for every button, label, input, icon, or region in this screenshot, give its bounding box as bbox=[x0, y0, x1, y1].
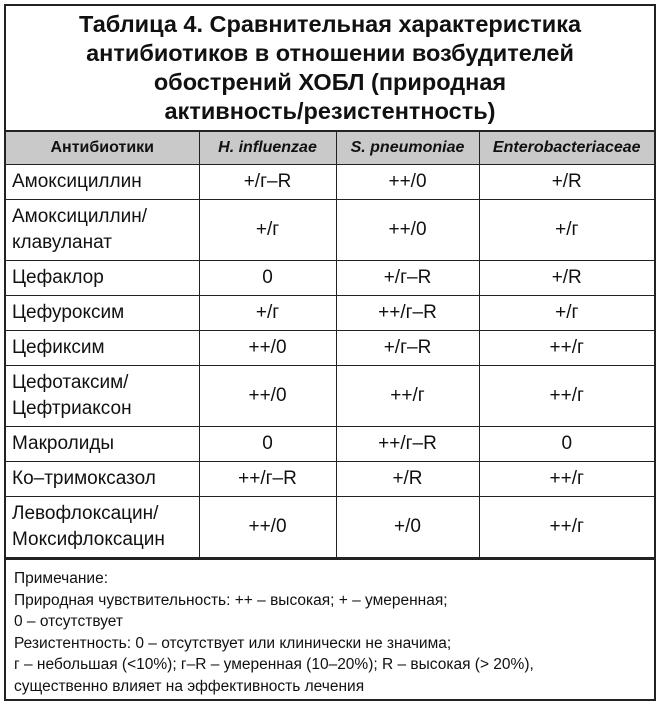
enterobacteriaceae-value: +/г bbox=[479, 200, 654, 261]
s-pneumoniae-value: +/г–R bbox=[336, 331, 479, 366]
s-pneumoniae-value: ++/0 bbox=[336, 165, 479, 200]
s-pneumoniae-value: ++/0 bbox=[336, 200, 479, 261]
enterobacteriaceae-value: ++/г bbox=[479, 366, 654, 427]
table-row bbox=[6, 296, 654, 331]
h-influenzae-value: 0 bbox=[199, 427, 336, 462]
enterobacteriaceae-value: ++/г bbox=[479, 331, 654, 366]
note-line: г – небольшая (<10%); г–R – умеренная (10–20%); R – высокая (> 20%), bbox=[14, 656, 534, 673]
h-influenzae-value: ++/0 bbox=[199, 331, 336, 366]
table-row bbox=[6, 427, 654, 462]
title-line: обострений ХОБЛ (природная bbox=[153, 69, 507, 95]
note-line: Резистентность: 0 – отсутствует или клинически не значима; bbox=[14, 634, 452, 652]
comparison-table bbox=[6, 132, 654, 558]
antibiotic-name: Амоксициллин bbox=[6, 165, 199, 200]
s-pneumoniae-value: +/г–R bbox=[336, 261, 479, 296]
antibiotic-name: Амоксициллин/ клавуланат bbox=[6, 200, 199, 261]
title-line: активность/резистентность) bbox=[164, 98, 496, 124]
title-line: антибиотиков в отношении возбудителей bbox=[86, 40, 574, 66]
h-influenzae-value: ++/0 bbox=[199, 366, 336, 427]
enterobacteriaceae-value: +/г bbox=[479, 296, 654, 331]
antibiotic-name: Ко–тримоксазол bbox=[6, 462, 199, 497]
s-pneumoniae-value: +/0 bbox=[336, 497, 479, 558]
table-footnote bbox=[6, 558, 654, 697]
table-row bbox=[6, 462, 654, 497]
note-line: Примечание: bbox=[14, 570, 109, 587]
h-influenzae-value: +/г–R bbox=[199, 165, 336, 200]
enterobacteriaceae-value: +/R bbox=[479, 261, 654, 296]
table-row bbox=[6, 497, 654, 558]
note-line: существенно влияет на эффективность лечения bbox=[14, 677, 365, 695]
h-influenzae-value: 0 bbox=[199, 261, 336, 296]
table-document bbox=[4, 4, 656, 701]
header-s-pneumoniae: S. pneumoniae bbox=[336, 132, 479, 165]
enterobacteriaceae-value: ++/г bbox=[479, 497, 654, 558]
antibiotic-name: Цефиксим bbox=[6, 331, 199, 366]
header-h-influenzae: H. influenzae bbox=[199, 132, 336, 165]
title-line: Таблица 4. Сравнительная характеристика bbox=[78, 11, 582, 37]
antibiotic-name: Левофлоксацин/ Моксифлоксацин bbox=[6, 497, 199, 558]
header-antibiotics: Антибиотики bbox=[6, 132, 199, 165]
table-row bbox=[6, 366, 654, 427]
header-enterobacteriaceae: Enterobacteriaceae bbox=[479, 132, 654, 165]
antibiotic-name: Цефаклор bbox=[6, 261, 199, 296]
note-line: Природная чувствительность: ++ – высокая; + – умеренная; bbox=[14, 591, 448, 609]
table-row bbox=[6, 261, 654, 296]
table-row bbox=[6, 165, 654, 200]
antibiotic-name: Цефуроксим bbox=[6, 296, 199, 331]
antibiotic-name: Макролиды bbox=[6, 427, 199, 462]
s-pneumoniae-value: +/R bbox=[336, 462, 479, 497]
h-influenzae-value: ++/г–R bbox=[199, 462, 336, 497]
s-pneumoniae-value: ++/г bbox=[336, 366, 479, 427]
header-row bbox=[6, 132, 654, 165]
s-pneumoniae-value: ++/г–R bbox=[336, 296, 479, 331]
h-influenzae-value: +/г bbox=[199, 296, 336, 331]
s-pneumoniae-value: ++/г–R bbox=[336, 427, 479, 462]
h-influenzae-value: +/г bbox=[199, 200, 336, 261]
enterobacteriaceae-value: 0 bbox=[479, 427, 654, 462]
table-row bbox=[6, 331, 654, 366]
enterobacteriaceae-value: ++/г bbox=[479, 462, 654, 497]
enterobacteriaceae-value: +/R bbox=[479, 165, 654, 200]
antibiotic-name: Цефотаксим/ Цефтриаксон bbox=[6, 366, 199, 427]
note-line: 0 – отсутствует bbox=[14, 613, 124, 630]
h-influenzae-value: ++/0 bbox=[199, 497, 336, 558]
table-row bbox=[6, 200, 654, 261]
table-title bbox=[6, 6, 654, 132]
